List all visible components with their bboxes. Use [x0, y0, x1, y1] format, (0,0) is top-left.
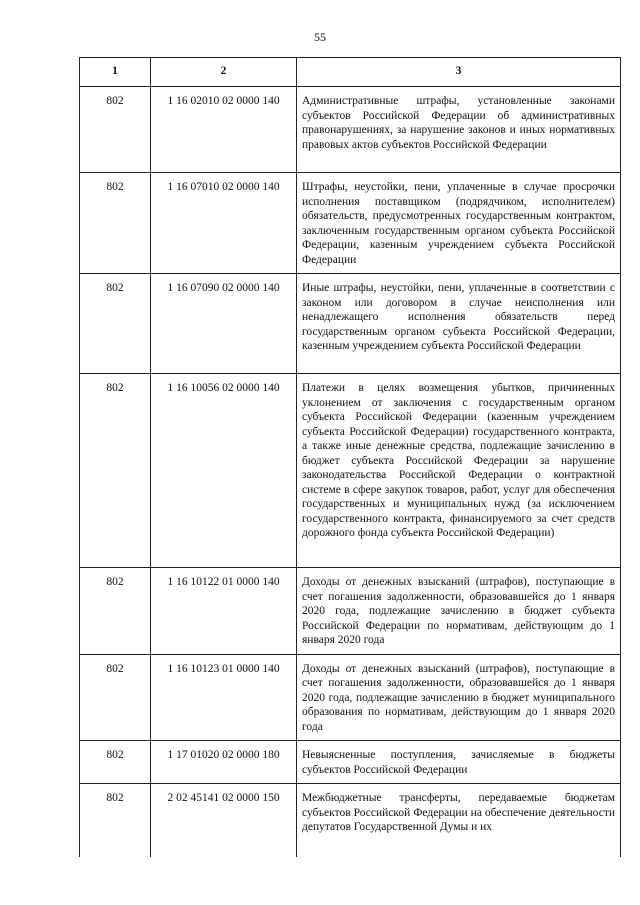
revenue-description-cell: Невыясненные поступления, зачисляемые в бюджеты субъектов Российской Федерации: [297, 741, 621, 784]
table-row: [80, 784, 621, 858]
admin-code-cell: 802: [80, 374, 151, 568]
table-row: [80, 741, 621, 784]
budget-classification-code-cell: 2 02 45141 02 0000 150: [151, 784, 297, 858]
budget-classification-code-cell: 1 16 10123 01 0000 140: [151, 654, 297, 741]
admin-code-cell: 802: [80, 784, 151, 858]
admin-code-cell: 802: [80, 654, 151, 741]
admin-code-cell: 802: [80, 87, 151, 173]
revenue-description-cell: Штрафы, неустойки, пени, уплаченные в случае просрочки исполнения поставщиком (подрядчиком, исполнителем) обязательств, предусмотренных государственным контрактом, заключенным государственным органом субъекта Российской Федерации, казенным учреждением субъекта Российской Федерации: [297, 173, 621, 274]
admin-code-cell: 802: [80, 274, 151, 374]
revenue-description-cell: Иные штрафы, неустойки, пени, уплаченные в соответствии с законом или договором в случае неисполнения или ненадлежащего исполнения обязательств перед государственным органом субъекта Российской Федерации, казенным учреждением субъекта Российской Федерации: [297, 274, 621, 374]
table-row: [80, 87, 621, 173]
budget-classification-code-cell: 1 16 07090 02 0000 140: [151, 274, 297, 374]
admin-code-cell: 802: [80, 173, 151, 274]
revenue-codes-table: [79, 57, 621, 857]
table-row: [80, 654, 621, 741]
revenue-description-cell: Межбюджетные трансферты, передаваемые бюджетам субъектов Российской Федерации на обеспечение деятельности депутатов Государственной Думы и их: [297, 784, 621, 858]
table-row: [80, 374, 621, 568]
column-header-2: 2: [151, 58, 297, 87]
page-number: 55: [314, 30, 326, 44]
table-row: [80, 173, 621, 274]
table-row: [80, 568, 621, 655]
budget-classification-code-cell: 1 16 10056 02 0000 140: [151, 374, 297, 568]
budget-classification-code-cell: 1 16 10122 01 0000 140: [151, 568, 297, 655]
budget-classification-code-cell: 1 16 07010 02 0000 140: [151, 173, 297, 274]
admin-code-cell: 802: [80, 568, 151, 655]
table-row: [80, 274, 621, 374]
budget-classification-code-cell: 1 16 02010 02 0000 140: [151, 87, 297, 173]
revenue-description-cell: Доходы от денежных взысканий (штрафов), поступающие в счет погашения задолженности, образовавшейся до 1 января 2020 года, подлежащие зачислению в бюджет муниципального образования по нормативам, действующим до 1 января 2020 года: [297, 654, 621, 741]
revenue-description-cell: Административные штрафы, установленные законами субъектов Российской Федерации об административных правонарушениях, за нарушение законов и иных нормативных правовых актов субъектов Российской Федерации: [297, 87, 621, 173]
column-header-3: 3: [297, 58, 621, 87]
revenue-description-cell: Доходы от денежных взысканий (штрафов), поступающие в счет погашения задолженности, образовавшейся до 1 января 2020 года, подлежащие зачислению в бюджет субъекта Российской Федерации по нормативам, действующим до 1 января 2020 года: [297, 568, 621, 655]
column-header-1: 1: [80, 58, 151, 87]
budget-classification-code-cell: 1 17 01020 02 0000 180: [151, 741, 297, 784]
table-header-row: [80, 58, 621, 87]
revenue-description-cell: Платежи в целях возмещения убытков, причиненных уклонением от заключения с государственным органом субъекта Российской Федерации (казенным учреждением субъекта Российской Федерации) государственного контракта, а также иные денежные средства, подлежащие зачислению в бюджет субъекта Российской Федерации за нарушение законодательства Российской Федерации о контрактной системе в сфере закупок товаров, работ, услуг для обеспечения государственных и муниципальных нужд (за исключением государственного контракта, финансируемого за счет средств дорожного фонда субъекта Российской Федерации): [297, 374, 621, 568]
admin-code-cell: 802: [80, 741, 151, 784]
